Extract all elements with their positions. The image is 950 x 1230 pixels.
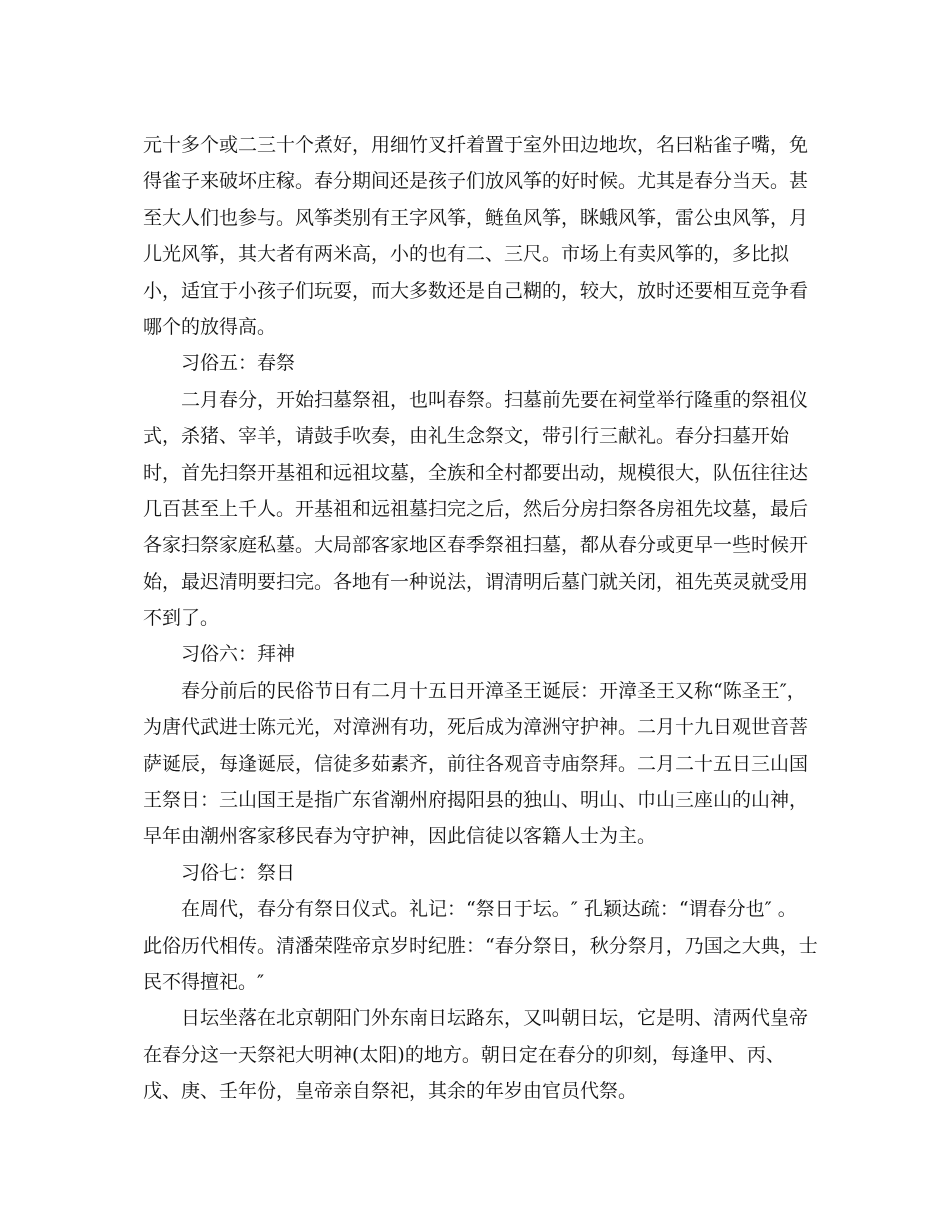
- text-line: 此俗历代相传。清潘荣陛帝京岁时纪胜：“春分祭日，秋分祭月，乃国之大典，士: [143, 934, 818, 957]
- text-line: 儿光风筝，其大者有两米高，小的也有二、三尺。市场上有卖风筝的，多比拟: [143, 243, 790, 266]
- text-line: 春分前后的民俗节日有二月十五日开漳圣王诞辰：开漳圣王又称“陈圣王″，: [181, 679, 806, 702]
- text-line: 不到了。: [143, 607, 220, 630]
- text-line: 早年由潮州客家移民春为守护神，因此信徒以客籍人士为主。: [143, 825, 657, 848]
- text-line: 几百甚至上千人。开基祖和远祖墓扫完之后，然后分房扫祭各房祖先坟墓，最后: [143, 497, 809, 520]
- text-line: 始，最迟清明要扫完。各地有一种说法，谓清明后墓门就关闭，祖先英灵就受用: [143, 570, 809, 593]
- text-line: 民不得擅祀。″: [143, 970, 265, 993]
- document-body: [143, 127, 818, 1110]
- text-line: 得雀子来破坏庄稼。春分期间还是孩子们放风筝的好时候。尤其是春分当天。甚: [143, 170, 809, 193]
- text-line: 元十多个或二三十个煮好，用细竹叉扦着置于室外田边地坎，名曰粘雀子嘴，免: [143, 134, 809, 156]
- text-line: 在春分这一天祭祀大明神(太阳)的地方。朝日定在春分的卯刻，每逢甲、丙、: [143, 1043, 785, 1066]
- text-line: 式，杀猪、宰羊，请鼓手吹奏，由礼生念祭文，带引行三献礼。春分扫墓开始: [143, 425, 790, 448]
- text-line: 戊、庚、壬年份，皇帝亲自祭祀，其余的年岁由官员代祭。: [143, 1080, 638, 1103]
- text-line: 为唐代武进士陈元光，对漳洲有功，死后成为漳洲守护神。二月十九日观世音菩: [143, 716, 809, 739]
- text-line: 时，首先扫祭开基祖和远祖坟墓，全族和全村都要出动，规模很大，队伍往往达: [143, 461, 809, 484]
- text-line: 日坛坐落在北京朝阳门外东南日坛路东，又叫朝日坛，它是明、清两代皇帝: [181, 1007, 809, 1030]
- text-line: 小，适宜于小孩子们玩耍，而大多数还是自己糊的，较大，放时还要相互竞争看: [143, 279, 809, 302]
- text-line: 至大人们也参与。风筝类别有王字风筝，鲢鱼风筝，眯蛾风筝，雷公虫风筝，月: [143, 206, 809, 229]
- text-line: 各家扫祭家庭私墓。大局部客家地区春季祭祖扫墓，都从春分或更早一些时候开: [143, 534, 809, 557]
- text-line: 习俗六：拜神: [181, 643, 296, 666]
- text-line: 习俗五：春祭: [181, 352, 296, 375]
- text-line: 二月春分，开始扫墓祭祖，也叫春祭。扫墓前先要在祠堂举行隆重的祭祖仪: [181, 388, 809, 411]
- text-line: 哪个的放得高。: [143, 315, 277, 338]
- text-line: 在周代，春分有祭日仪式。礼记：“祭日于坛。″ 孔颖达疏：“谓春分也″ 。: [181, 898, 797, 921]
- text-line: 王祭日：三山国王是指广东省潮州府揭阳县的独山、明山、巾山三座山的山神，: [143, 789, 809, 812]
- text-line: 习俗七：祭日: [181, 861, 296, 884]
- text-line: 萨诞辰，每逢诞辰，信徒多茹素齐，前往各观音寺庙祭拜。二月二十五日三山国: [143, 752, 809, 775]
